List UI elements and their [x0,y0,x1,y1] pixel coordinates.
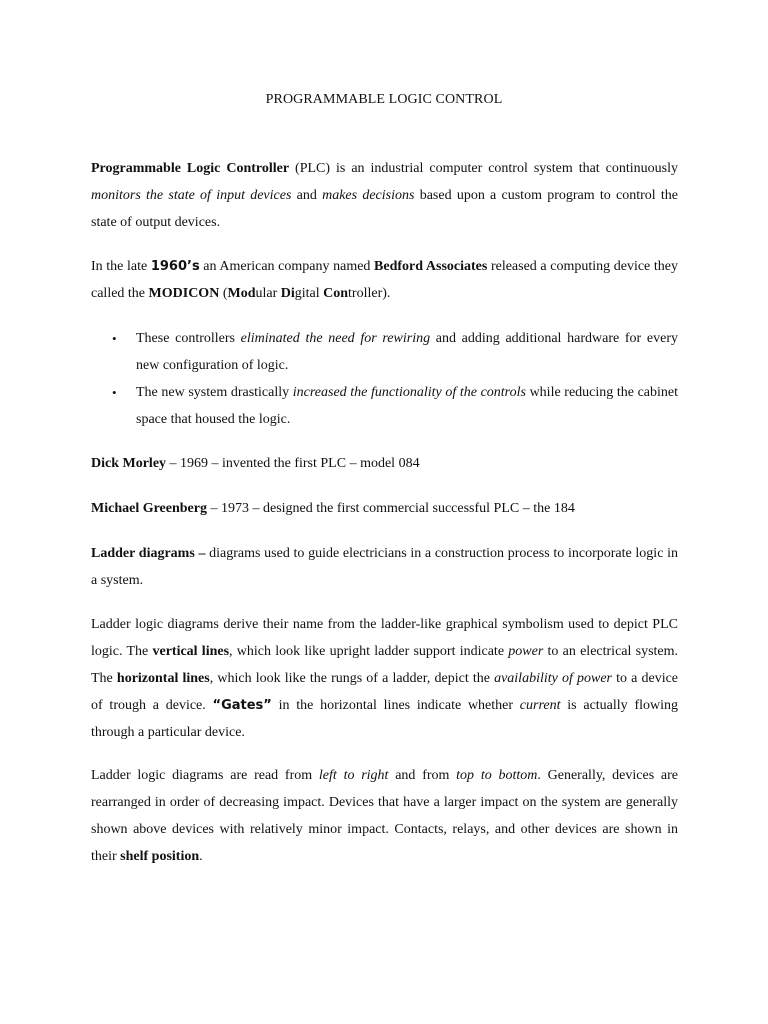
ladder-diagrams-paragraph [91,540,678,594]
text-run: (PLC) is an industrial computer control system that continuously [289,161,678,176]
text-run: to an electrical system. The [91,644,679,686]
bullet-marker: • [112,385,117,400]
text-run: The new system drastically [136,385,293,400]
text-run: . Generally, devices are rearranged in order of decreasing impact. Devices that have a larger impact on the system are generally shown above devices with relatively minor impact. Contacts, relays, and other devices are shown in their [91,768,679,864]
decade-1960s: 1960’s [150,259,200,274]
text-run: to a device of trough a device. [91,671,679,713]
ladder-diagrams-term: Ladder diagrams – [91,546,206,561]
text-run: . [199,849,203,864]
gates-term: “Gates” [212,698,272,713]
text-run: based upon a custom program to control the state of output devices. [91,188,678,230]
person-name: Dick Morley [91,456,167,471]
text-run: , which look like upright ladder support indicate [229,644,509,659]
emphasis-current: current [519,698,561,713]
plc-definition-paragraph [91,155,678,236]
text-run: – 1969 – invented the first PLC – model 084 [166,456,420,471]
text-run: is actually flowing through a particular device. [91,698,678,740]
text-run: and from [388,768,457,783]
text-run: ( [219,286,228,301]
michael-greenberg-paragraph [91,495,678,522]
text-run: and [291,188,323,203]
text-run: ular [255,286,281,301]
acronym-letters: Mod [227,286,256,301]
bullet-item-functionality [136,379,678,433]
person-name: Michael Greenberg [91,501,207,516]
text-run: while reducing the cabinet space that housed the logic. [136,385,679,427]
plc-term: Programmable Logic Controller [91,161,290,176]
document-title: PROGRAMMABLE LOGIC CONTROL [265,92,503,107]
reading-order-paragraph [91,762,678,870]
text-run: an American company named [199,259,375,274]
text-run: , which look like the rungs of a ladder, depict the [209,671,495,686]
text-run: Ladder logic diagrams derive their name from the ladder-like graphical symbolism used to depict PLC logic. The [91,617,678,659]
text-run: gital [294,286,324,301]
text-run: These controllers [136,331,241,346]
emphasis-availability: availability of power [494,671,612,686]
history-paragraph [91,253,678,307]
emphasis-rewiring: eliminated the need for rewiring [240,331,431,346]
text-run: released a computing device they called the [91,259,678,301]
vertical-lines-term: vertical lines [152,644,230,659]
text-run: troller). [348,286,391,301]
dick-morley-paragraph [91,450,678,477]
emphasis-top-to-bottom: top to bottom [456,768,538,783]
ladder-logic-paragraph [91,611,678,746]
text-run: In the late [91,259,151,274]
acronym-letters: Con [323,286,349,301]
emphasis-input-devices: monitors the state of input devices [91,188,292,203]
text-run: – 1973 – designed the first commercial successful PLC – the 184 [207,501,575,516]
acronym-letters: Di [280,286,295,301]
horizontal-lines-term: horizontal lines [116,671,210,686]
emphasis-power: power [508,644,544,659]
bullet-item-rewiring [136,325,678,379]
shelf-position-term: shelf position [120,849,200,864]
modicon-term: MODICON [148,286,220,301]
emphasis-functionality: increased the functionality of the controls [292,385,526,400]
text-run: and adding additional hardware for every new configuration of logic. [136,331,678,373]
text-run: in the horizontal lines indicate whether [271,698,520,713]
emphasis-left-to-right: left to right [318,768,389,783]
company-name: Bedford Associates [374,259,488,274]
bullet-marker: • [112,331,117,346]
text-run: Ladder logic diagrams are read from [91,768,319,783]
text-run: diagrams used to guide electricians in a construction process to incorporate logic in a system. [91,546,678,588]
emphasis-decisions: makes decisions [322,188,415,203]
